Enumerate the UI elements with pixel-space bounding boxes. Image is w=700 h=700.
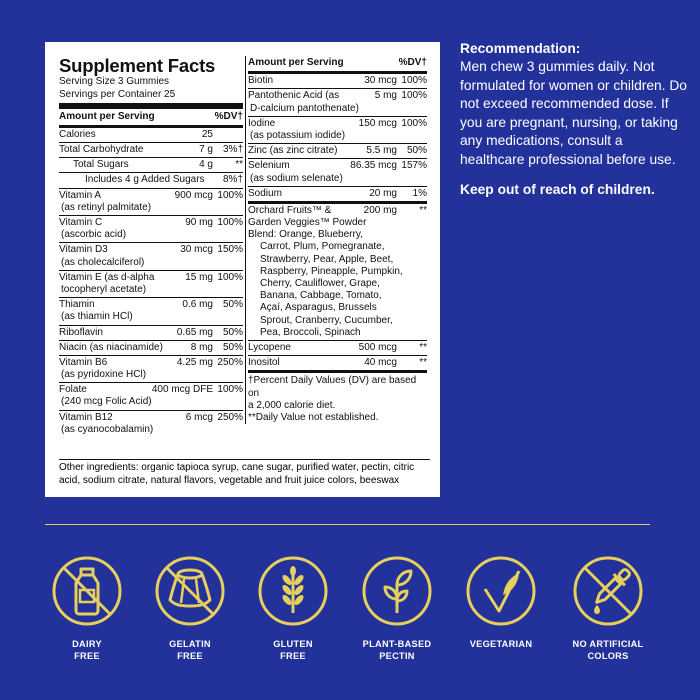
nutrient-row bbox=[59, 382, 243, 409]
nutrient-name: Vitamin D3 bbox=[59, 244, 108, 256]
blend-ingredient-line: Cherry, Cauliflower, Grape, bbox=[260, 278, 380, 289]
footnotes: †Percent Daily Values (DV) are based on a 2,000 calorie diet. **Daily Value not established. bbox=[248, 375, 417, 423]
nutrient-dv: 8%† bbox=[222, 174, 243, 186]
nutrient-amount: 5.5 mg bbox=[366, 145, 397, 157]
nutrient-dv: 100% bbox=[217, 217, 243, 229]
blend-amount: 200 mg bbox=[363, 204, 397, 216]
nutrient-row bbox=[59, 142, 243, 157]
nutrient-amount: 40 mcg bbox=[364, 357, 397, 369]
nutrient-amount: 150 mcg bbox=[358, 117, 397, 129]
nutrient-row bbox=[248, 143, 427, 158]
recommendation-heading: Recommendation: bbox=[460, 41, 581, 56]
nutrient-source: (as thiamin HCl) bbox=[61, 311, 133, 323]
nutrient-name: Total Sugars bbox=[73, 159, 129, 171]
nutrient-name: Pantothenic Acid (as bbox=[248, 90, 340, 102]
nutrient-row bbox=[59, 215, 243, 242]
nutrient-name: Vitamin E (as d-alpha bbox=[59, 271, 155, 283]
nutrient-dv bbox=[213, 129, 243, 141]
nutrient-name: Niacin (as niacinamide) bbox=[59, 341, 163, 353]
nutrient-dv: ** bbox=[419, 357, 427, 369]
supplement-facts-panel bbox=[45, 42, 440, 497]
blend-ingredients bbox=[248, 229, 427, 339]
nutrient-dv: 3%† bbox=[222, 144, 243, 156]
nutrient-amount: 4 g bbox=[199, 159, 213, 171]
blend-row: Orchard Fruits™ & 200 mg ** Garden Veggies™ Powder Blend: Orange, Blueberry, Carrot, Plum, Pomegranate, Strawberry, Pear, Apple, Beet, Raspberry, Pineapple, Pumpkin, Cherry, Cauliflower, Grape, Banana, Cabbage, Tomato, Açaí, Asparagus, Brussels Sprout, Cranberry, Cucumber, Pea, Broccoli, Spinach bbox=[248, 204, 427, 338]
nutrient-dv: 250% bbox=[217, 356, 243, 368]
nutrient-dv: 150% bbox=[217, 244, 243, 256]
blend-ingredient-line: Raspberry, Pineapple, Pumpkin, bbox=[260, 265, 403, 277]
nutrient-name: Selenium bbox=[248, 160, 290, 172]
other-ingredients: Other ingredients: organic tapioca syrup, cane sugar, purified water, pectin, citric acid, sodium citrate, natural flavors, vegetable and fruit juice colors, beeswax bbox=[59, 459, 430, 487]
right-header-row: Amount per Serving %DV† bbox=[248, 57, 427, 68]
servings-per-container: Servings per Container 25 bbox=[59, 88, 176, 100]
blend-ingredient-line: Strawberry, Pear, Apple, Beet, bbox=[260, 253, 394, 265]
blend-dv: ** bbox=[419, 204, 427, 216]
nutrient-name: Folate bbox=[59, 384, 87, 396]
nutrient-amount: 86.35 mcg bbox=[350, 160, 397, 172]
nutrient-amount: 900 mcg bbox=[174, 189, 213, 201]
nutrient-amount: 90 mg bbox=[185, 217, 213, 229]
nutrient-amount: 30 mcg bbox=[364, 75, 397, 87]
left-header-row: Amount per Serving %DV† bbox=[59, 110, 243, 122]
badge-plant-based-pectin: PLANT-BASED PECTIN bbox=[352, 555, 442, 662]
nutrient-name: Thiamin bbox=[59, 299, 95, 311]
nutrient-name: Vitamin B12 bbox=[59, 411, 113, 423]
child-warning: Keep out of reach of children. bbox=[460, 182, 655, 198]
panel-title: Supplement Facts bbox=[59, 55, 216, 76]
blend-name: Orchard Fruits™ & bbox=[248, 204, 332, 216]
badge-gluten-free: GLUTEN FREE bbox=[248, 555, 338, 662]
nutrient-name: Biotin bbox=[248, 75, 274, 87]
nutrient-name: Calories bbox=[59, 128, 96, 140]
badge-gelatin-free: GELATIN FREE bbox=[145, 555, 235, 662]
nutrient-row bbox=[59, 172, 243, 187]
right-nutrient-rows bbox=[248, 74, 427, 201]
nutrient-row bbox=[248, 74, 427, 88]
nutrient-dv: ** bbox=[235, 159, 243, 171]
nutrient-dv: 50% bbox=[222, 299, 243, 311]
nutrient-name: Total Carbohydrate bbox=[59, 144, 144, 156]
nutrient-row bbox=[59, 188, 243, 215]
nutrient-row bbox=[248, 355, 427, 370]
nutrient-name: Inositol bbox=[248, 357, 280, 369]
gelatin-mold-crossed-icon bbox=[154, 555, 226, 627]
nutrient-source: (as cholecalciferol) bbox=[61, 256, 145, 268]
serving-size: Serving Size 3 Gummies bbox=[59, 76, 170, 88]
blend-ingredient-line: Blend: Orange, Blueberry, bbox=[248, 229, 363, 241]
nutrient-amount: 8 mg bbox=[190, 341, 213, 353]
sprout-icon bbox=[361, 555, 433, 627]
nutrient-amount: 500 mcg bbox=[358, 341, 397, 353]
nutrient-name: Lycopene bbox=[248, 341, 291, 353]
nutrient-dv: 100% bbox=[217, 384, 243, 396]
nutrient-row bbox=[248, 340, 427, 355]
nutrient-amount: 20 mg bbox=[369, 187, 397, 199]
nutrient-dv: 50% bbox=[222, 341, 243, 353]
recommendation-block bbox=[460, 40, 690, 200]
nutrient-name: Iodine bbox=[248, 117, 276, 129]
nutrient-row bbox=[59, 325, 243, 340]
nutrient-amount: 400 mcg DFE bbox=[151, 384, 213, 396]
nutrient-amount: 15 mg bbox=[185, 271, 213, 283]
nutrient-dv: 100% bbox=[401, 75, 427, 87]
left-nutrient-rows bbox=[59, 128, 243, 437]
nutrient-dv: 100% bbox=[401, 90, 427, 102]
nutrient-name: Vitamin C bbox=[59, 217, 103, 229]
nutrient-source: (as retinyl palmitate) bbox=[61, 201, 152, 213]
nutrient-row bbox=[59, 355, 243, 382]
nutrient-amount: 5 mg bbox=[374, 90, 397, 102]
nutrient-source: (as pyridoxine HCl) bbox=[61, 369, 147, 381]
nutrient-amount: 0.65 mg bbox=[176, 326, 213, 338]
nutrient-name: Zinc (as zinc citrate) bbox=[248, 145, 338, 157]
wheat-icon bbox=[257, 555, 329, 627]
nutrient-source: (240 mcg Folic Acid) bbox=[61, 396, 152, 408]
divider-line bbox=[45, 524, 650, 525]
nutrient-row bbox=[59, 270, 243, 297]
blend-ingredient-line: Pea, Broccoli, Spinach bbox=[260, 326, 361, 338]
nutrient-row bbox=[59, 340, 243, 355]
nutrient-name: Sodium bbox=[248, 187, 282, 199]
nutrient-dv: 50% bbox=[406, 145, 427, 157]
nutrient-dv: 50% bbox=[222, 326, 243, 338]
nutrient-name: Vitamin B6 bbox=[59, 356, 108, 368]
nutrient-dv: 100% bbox=[401, 117, 427, 129]
nutrient-source: (as sodium selenate) bbox=[250, 172, 343, 184]
nutrient-amount: 4.25 mg bbox=[176, 356, 213, 368]
nutrient-row bbox=[59, 410, 243, 437]
nutrient-name: Includes 4 g Added Sugars bbox=[85, 174, 205, 186]
nutrient-row bbox=[59, 128, 243, 142]
nutrient-dv: 100% bbox=[217, 189, 243, 201]
nutrient-dv: 100% bbox=[217, 271, 243, 283]
nutrient-dv: 1% bbox=[412, 187, 427, 199]
nutrient-row bbox=[248, 186, 427, 201]
badge-vegetarian: VEGETARIAN bbox=[456, 555, 546, 651]
nutrient-name: Vitamin A bbox=[59, 189, 102, 201]
dropper-crossed-icon bbox=[572, 555, 644, 627]
nutrient-source: (as potassium iodide) bbox=[250, 129, 346, 141]
nutrient-row bbox=[248, 116, 427, 143]
nutrient-source: D-calcium pantothenate) bbox=[250, 102, 359, 114]
right-nutrient-rows-2 bbox=[248, 340, 427, 370]
blend-ingredient-line: Sprout, Cranberry, Cucumber, bbox=[260, 314, 393, 326]
recommendation-body: Men chew 3 gummies daily. Not formulated for women or children. Do not exceed recommended dose. If you are pregnant, nursing, or taking any medications, consult a healthcare professional before use. bbox=[460, 59, 687, 167]
nutrient-source: (as cyanocobalamin) bbox=[61, 423, 154, 435]
facts-right-column bbox=[245, 56, 427, 424]
badge-no-artificial-colors: NO ARTIFICIAL COLORS bbox=[563, 555, 653, 662]
milk-bottle-crossed-icon bbox=[51, 555, 123, 627]
nutrient-dv: 157% bbox=[401, 160, 427, 172]
nutrient-row bbox=[248, 88, 427, 115]
nutrient-row bbox=[59, 297, 243, 324]
nutrient-row bbox=[59, 242, 243, 269]
nutrient-amount: 7 g bbox=[199, 144, 213, 156]
nutrient-row bbox=[59, 157, 243, 172]
nutrient-dv: ** bbox=[419, 341, 427, 353]
nutrient-source: (ascorbic acid) bbox=[61, 229, 127, 241]
nutrient-amount: 25 bbox=[201, 128, 213, 140]
nutrient-amount: 0.6 mg bbox=[182, 299, 213, 311]
leaf-check-icon bbox=[465, 555, 537, 627]
blend-ingredient-line: Banana, Cabbage, Tomato, bbox=[260, 290, 382, 302]
nutrient-amount: 6 mcg bbox=[185, 411, 213, 423]
blend-ingredient-line: Carrot, Plum, Pomegranate, bbox=[260, 241, 385, 253]
nutrient-name: Riboflavin bbox=[59, 326, 103, 338]
nutrient-amount: 30 mcg bbox=[180, 244, 213, 256]
badge-dairy-free: DAIRY FREE bbox=[42, 555, 132, 662]
blend-ingredient-line: Açaí, Asparagus, Brussels bbox=[260, 302, 377, 314]
nutrient-dv: 250% bbox=[217, 411, 243, 423]
nutrient-row bbox=[248, 158, 427, 185]
nutrient-source: tocopheryl acetate) bbox=[61, 283, 147, 295]
facts-left-column bbox=[59, 56, 243, 437]
